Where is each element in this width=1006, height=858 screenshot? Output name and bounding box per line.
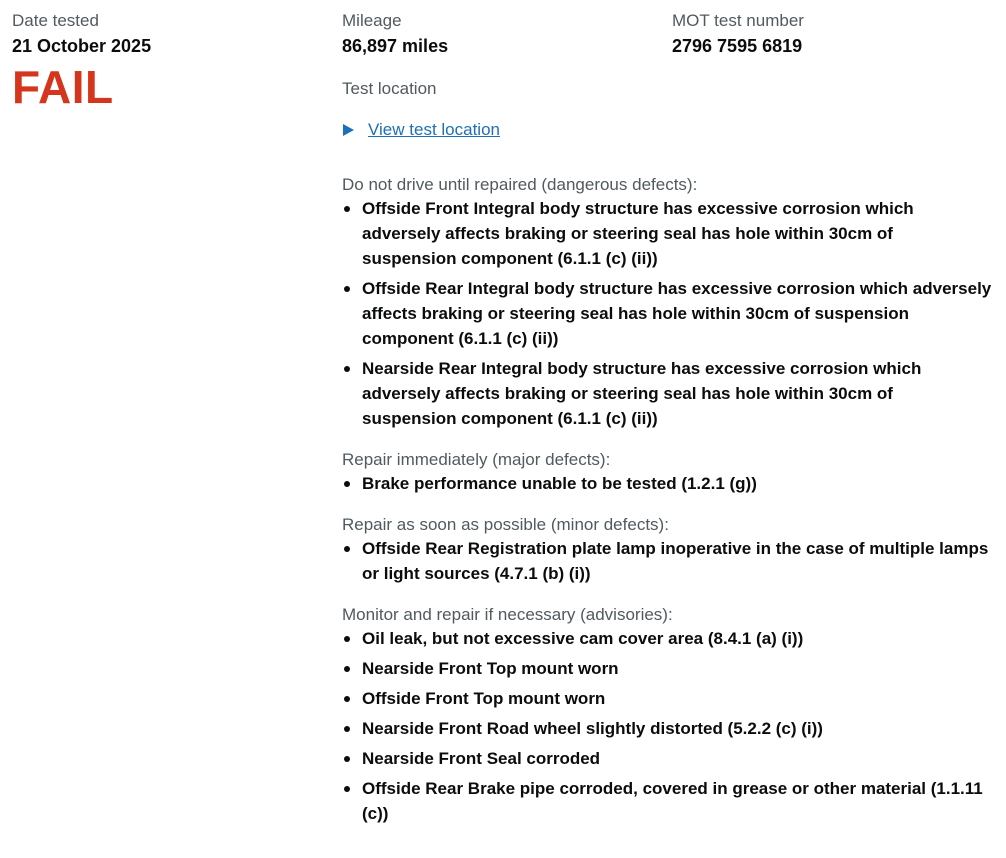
view-test-location-link[interactable]: View test location — [368, 120, 500, 139]
major-defects-list — [342, 471, 992, 496]
advisory-item: Oil leak, but not excessive cam cover area (8.4.1 (a) (i)) — [342, 626, 992, 651]
mot-test-number-value: 2796 7595 6819 — [672, 36, 803, 56]
advisory-item: Offside Rear Brake pipe corroded, covered in grease or other material (1.1.11 (c)) — [342, 776, 992, 826]
mileage-label: Mileage — [342, 11, 402, 30]
advisory-item: Nearside Front Road wheel slightly distorted (5.2.2 (c) (i)) — [342, 716, 992, 741]
dangerous-defects-section — [342, 174, 992, 431]
details-column — [342, 0, 992, 831]
major-defects-section — [342, 449, 992, 496]
defect-item: Offside Rear Integral body structure has excessive corrosion which adversely affects braking or steering seal has hole within 30cm of suspension component (6.1.1 (c) (ii)) — [342, 276, 992, 351]
advisory-item: Nearside Front Seal corroded — [342, 746, 992, 771]
mileage-value: 86,897 miles — [342, 36, 449, 56]
mot-number-column — [672, 0, 992, 58]
test-location-label: Test location — [342, 79, 437, 98]
defect-item: Offside Front Integral body structure has excessive corrosion which adversely affects braking or steering seal has hole within 30cm of suspension component (6.1.1 (c) (ii)) — [342, 196, 992, 271]
advisories-section — [342, 604, 992, 826]
result-status: FAIL — [12, 61, 114, 113]
mot-test-number-label: MOT test number — [672, 11, 804, 30]
defect-item: Brake performance unable to be tested (1.2.1 (g)) — [342, 471, 992, 496]
view-test-location-toggle[interactable] — [342, 118, 992, 142]
date-column — [12, 0, 312, 112]
minor-defects-heading: Repair as soon as possible (minor defects): — [342, 515, 669, 534]
major-defects-heading: Repair immediately (major defects): — [342, 450, 611, 469]
dangerous-defects-heading: Do not drive until repaired (dangerous defects): — [342, 175, 698, 194]
dangerous-defects-list — [342, 196, 992, 431]
defect-item: Offside Rear Registration plate lamp inoperative in the case of multiple lamps or light sources (4.7.1 (b) (i)) — [342, 536, 992, 586]
minor-defects-list — [342, 536, 992, 586]
date-tested-value: 21 October 2025 — [12, 36, 152, 56]
minor-defects-section — [342, 514, 992, 586]
advisory-item: Offside Front Top mount worn — [342, 686, 992, 711]
advisory-item: Nearside Front Top mount worn — [342, 656, 992, 681]
expand-triangle-icon — [343, 124, 354, 136]
advisories-heading: Monitor and repair if necessary (advisories): — [342, 605, 673, 624]
defect-item: Nearside Rear Integral body structure has excessive corrosion which adversely affects braking or steering seal has hole within 30cm of suspension component (6.1.1 (c) (ii)) — [342, 356, 992, 431]
advisories-list — [342, 626, 992, 826]
date-tested-label: Date tested — [12, 11, 99, 30]
